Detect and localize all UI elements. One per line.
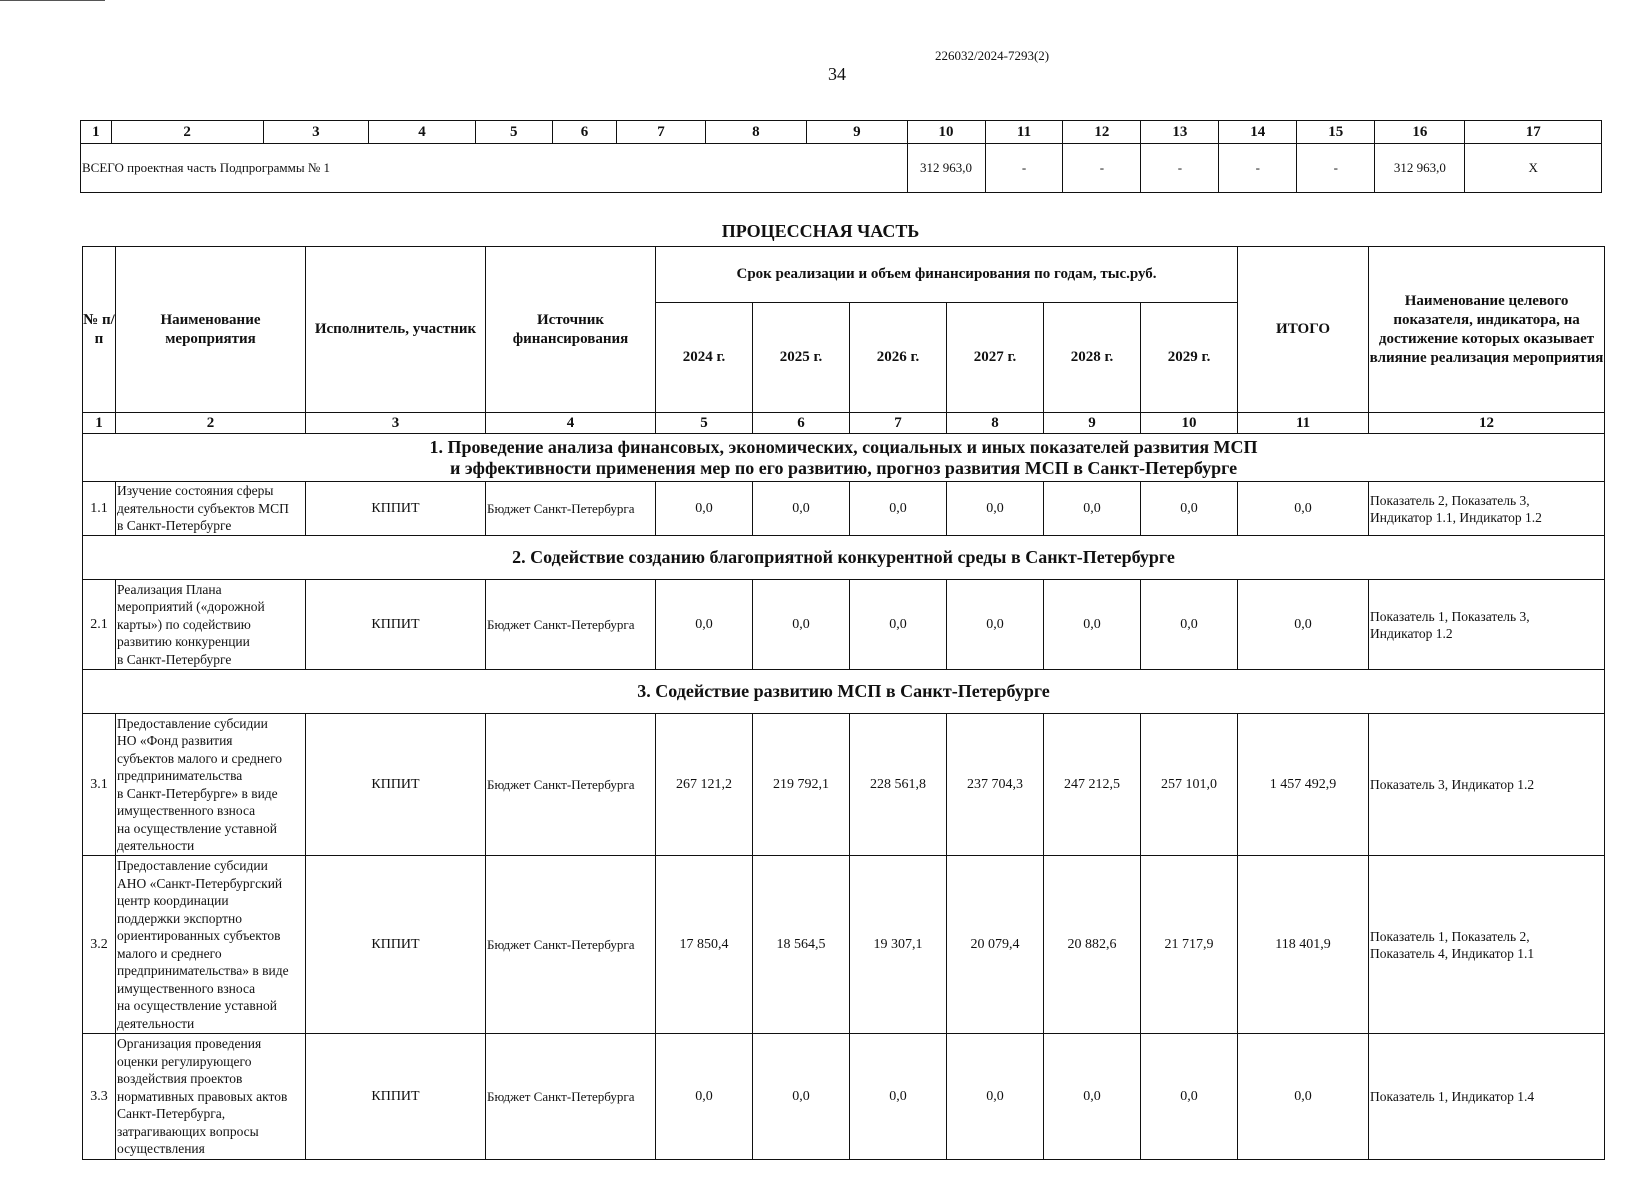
col-number: 11 [1238,413,1369,434]
total-value: - [1141,144,1219,193]
year-value: 228 561,8 [850,714,947,856]
year-value: 21 717,9 [1141,856,1238,1034]
funding-source: Бюджет Санкт-Петербурга [486,856,656,1034]
executor: КППИТ [306,856,486,1034]
table-row [83,1034,1605,1160]
summary-table [80,120,1602,193]
column-number-row [83,413,1605,434]
header-period-group: Срок реализации и объем финансирования по годам, тыс.руб. [656,247,1238,303]
col-number: 4 [369,121,476,144]
col-number: 3 [306,413,486,434]
col-number: 8 [947,413,1044,434]
col-number: 10 [1141,413,1238,434]
indicator: Показатель 1, Индикатор 1.4 [1369,1034,1605,1160]
col-number: 12 [1063,121,1141,144]
group-row [83,670,1605,714]
header-year: 2024 г. [656,303,753,413]
year-value: 19 307,1 [850,856,947,1034]
header-year: 2028 г. [1044,303,1141,413]
header-year: 2025 г. [753,303,850,413]
indicator: Показатель 2, Показатель 3, Индикатор 1.1, Индикатор 1.2 [1369,482,1605,536]
header-funding-source: Источник финансирования [486,247,656,413]
col-number: 11 [985,121,1063,144]
year-value: 0,0 [656,580,753,670]
table-row [83,714,1605,856]
funding-source: Бюджет Санкт-Петербурга [486,580,656,670]
year-value: 0,0 [947,482,1044,536]
header-indicator: Наименование целевого показателя, индикатора, на достижение которых оказывает влияние реализация мероприятия [1369,247,1605,413]
group-row [83,536,1605,580]
year-value: 0,0 [850,1034,947,1160]
header-row [83,247,1605,303]
activity-name: Организация проведения оценки регулирующего воздействия проектов нормативных правовых актов Санкт-Петербурга, затрагивающих вопросы осуществления [116,1034,306,1160]
year-value: 0,0 [1044,1034,1141,1160]
col-number: 14 [1219,121,1297,144]
header-number: № п/п [83,247,116,413]
col-number: 1 [83,413,116,434]
total-value: X [1465,144,1602,193]
total-value: 118 401,9 [1238,856,1369,1034]
activity-name: Предоставление субсидии НО «Фонд развития субъектов малого и среднего предпринимательства в Санкт-Петербурге» в виде имущественного взноса на осуществление уставной деятельности [116,714,306,856]
total-value: - [985,144,1063,193]
col-number: 4 [486,413,656,434]
year-value: 237 704,3 [947,714,1044,856]
total-value: - [1297,144,1375,193]
row-number: 1.1 [83,482,116,536]
funding-source: Бюджет Санкт-Петербурга [486,1034,656,1160]
table-row [83,856,1605,1034]
year-value: 247 212,5 [1044,714,1141,856]
group-title [83,434,1605,482]
col-number: 5 [475,121,552,144]
executor: КППИТ [306,714,486,856]
year-value: 0,0 [1044,482,1141,536]
col-number: 15 [1297,121,1375,144]
col-number: 2 [116,413,306,434]
header-total: ИТОГО [1238,247,1369,413]
executor: КППИТ [306,1034,486,1160]
col-number: 2 [111,121,263,144]
group-title: 3. Содействие развитию МСП в Санкт-Петербурге [83,670,1605,714]
col-number: 12 [1369,413,1605,434]
col-number: 13 [1141,121,1219,144]
activity-name: Предоставление субсидии АНО «Санкт-Петербургский центр координации поддержки экспортно ориентированных субъектов малого и среднего предпринимательства» в виде имущественного взноса на осуществление уставной деятельности [116,856,306,1034]
col-number: 5 [656,413,753,434]
group-title-line: и эффективности применения мер по его развитию, прогноз развития МСП в Санкт-Петербурге [449,457,1238,478]
header-year: 2026 г. [850,303,947,413]
year-value: 257 101,0 [1141,714,1238,856]
year-value: 0,0 [947,580,1044,670]
year-value: 0,0 [753,580,850,670]
total-value: 0,0 [1238,1034,1369,1160]
col-number: 9 [1044,413,1141,434]
indicator: Показатель 3, Индикатор 1.2 [1369,714,1605,856]
year-value: 0,0 [656,1034,753,1160]
total-value: 0,0 [1238,482,1369,536]
column-number-row [81,121,1602,144]
header-activity-name: Наименование мероприятия [116,247,306,413]
funding-source: Бюджет Санкт-Петербурга [486,482,656,536]
col-number: 7 [617,121,705,144]
header-executor: Исполнитель, участник [306,247,486,413]
year-value: 0,0 [1141,580,1238,670]
total-label: ВСЕГО проектная часть Подпрограммы № 1 [81,144,908,193]
group-row [83,434,1605,482]
col-number: 16 [1375,121,1465,144]
year-value: 0,0 [850,482,947,536]
total-value: 312 963,0 [1375,144,1465,193]
funding-source: Бюджет Санкт-Петербурга [486,714,656,856]
process-table [82,246,1605,1160]
executor: КППИТ [306,482,486,536]
total-value: - [1219,144,1297,193]
total-value: 312 963,0 [907,144,985,193]
page-number: 34 [828,64,846,84]
year-value: 0,0 [1141,482,1238,536]
year-value: 267 121,2 [656,714,753,856]
section-title: ПРОЦЕССНАЯ ЧАСТЬ [721,221,920,241]
activity-name: Реализация Плана мероприятий («дорожной карты») по содействию развитию конкуренции в Санкт-Петербурге [116,580,306,670]
year-value: 0,0 [753,1034,850,1160]
header-year: 2027 г. [947,303,1044,413]
year-value: 17 850,4 [656,856,753,1034]
year-value: 0,0 [947,1034,1044,1160]
row-number: 2.1 [83,580,116,670]
total-row [81,144,1602,193]
year-value: 18 564,5 [753,856,850,1034]
table-row [83,482,1605,536]
year-value: 0,0 [1141,1034,1238,1160]
col-number: 9 [807,121,908,144]
row-number: 3.1 [83,714,116,856]
table-row [83,580,1605,670]
executor: КППИТ [306,580,486,670]
header-year: 2029 г. [1141,303,1238,413]
group-title-line: 1. Проведение анализа финансовых, экономических, социальных и иных показателей развития МСП [429,436,1258,457]
group-title: 2. Содействие созданию благоприятной конкурентной среды в Санкт-Петербурге [83,536,1605,580]
col-number: 1 [81,121,112,144]
year-value: 20 079,4 [947,856,1044,1034]
year-value: 0,0 [753,482,850,536]
indicator: Показатель 1, Показатель 2, Показатель 4, Индикатор 1.1 [1369,856,1605,1034]
year-value: 20 882,6 [1044,856,1141,1034]
col-number: 6 [753,413,850,434]
row-number: 3.3 [83,1034,116,1160]
top-rule [0,0,105,1]
activity-name: Изучение состояния сферы деятельности субъектов МСП в Санкт-Петербурге [116,482,306,536]
year-value: 0,0 [1044,580,1141,670]
col-number: 3 [263,121,369,144]
total-value: 0,0 [1238,580,1369,670]
year-value: 0,0 [850,580,947,670]
col-number: 8 [705,121,807,144]
total-value: 1 457 492,9 [1238,714,1369,856]
year-value: 219 792,1 [753,714,850,856]
col-number: 6 [552,121,617,144]
row-number: 3.2 [83,856,116,1034]
year-value: 0,0 [656,482,753,536]
total-value: - [1063,144,1141,193]
indicator: Показатель 1, Показатель 3, Индикатор 1.2 [1369,580,1605,670]
col-number: 10 [907,121,985,144]
col-number: 17 [1465,121,1602,144]
col-number: 7 [850,413,947,434]
document-number: 226032/2024-7293(2) [935,48,1050,63]
